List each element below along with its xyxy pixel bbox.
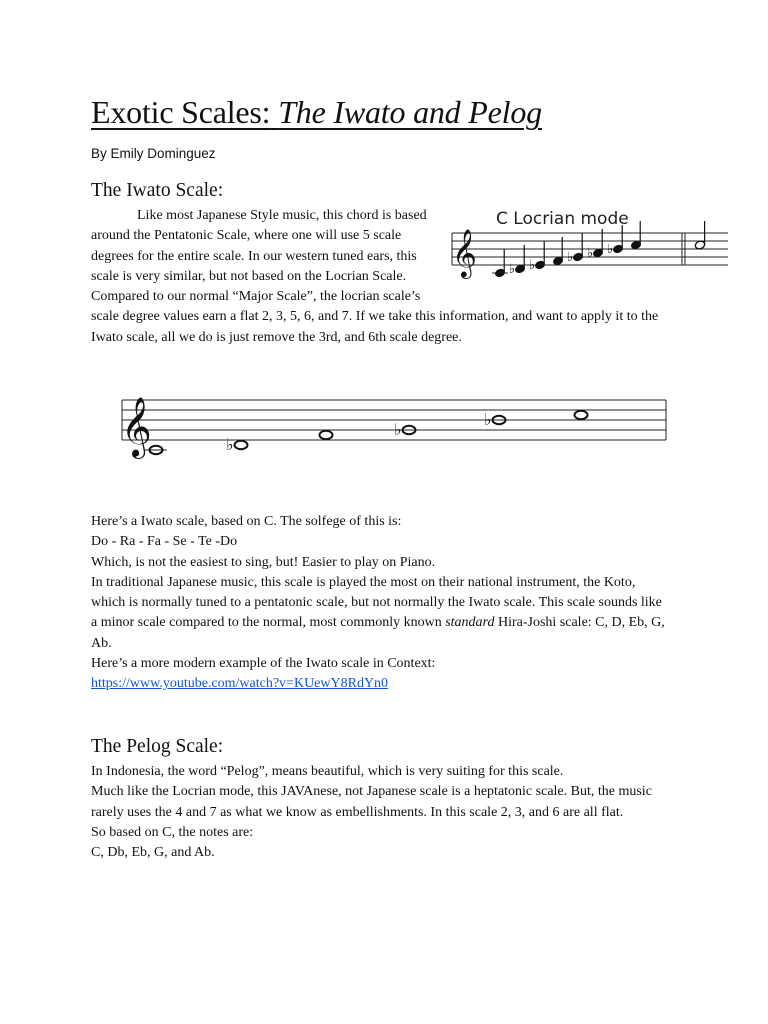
iwato-note <box>320 431 333 439</box>
text-line: Ab. <box>91 635 112 651</box>
text-line <box>91 674 665 694</box>
text-line: Compared to our normal “Major Scale”, the locrian scale’s <box>91 289 421 305</box>
text-line: So based on C, the notes are: <box>91 824 254 840</box>
text-run: Hira-Joshi scale: C, D, Eb, G, <box>494 615 665 631</box>
iwato-heading: The Iwato Scale: <box>91 180 224 201</box>
text-line: Like most Japanese Style music, this chord is based <box>137 208 427 223</box>
flat-icon: ♭ <box>607 242 614 257</box>
text-line: Much like the Locrian mode, this JAVAnese, not Japanese scale is a heptatonic scale. But, the music <box>91 784 652 800</box>
flat-icon: ♭ <box>484 410 492 429</box>
locrian-note <box>631 221 642 250</box>
author-byline: By Emily Dominguez <box>91 146 216 161</box>
document-title <box>91 94 542 131</box>
text-run: a minor scale compared to the normal, most commonly known <box>91 615 446 631</box>
pelog-paragraph <box>91 762 652 863</box>
iwato-body-paragraph <box>91 512 665 695</box>
text-line: scale is very similar, but not based on the Locrian Scale. <box>91 268 407 284</box>
flat-icon: ♭ <box>529 258 536 273</box>
locrian-mode-figure <box>448 205 730 285</box>
locrian-note <box>509 245 525 277</box>
flat-icon: ♭ <box>509 262 516 277</box>
text-line: C, Db, Eb, G, and Ab. <box>91 845 215 861</box>
text-line: rarely uses the 4 and 7 as what we know as embellishments. In this scale 2, 3, and 6 are all flat. <box>91 804 624 820</box>
locrian-note <box>694 221 705 250</box>
text-line: Do - Ra - Fa - Se - Te -Do <box>91 534 238 550</box>
text-line: which is normally tuned to a pentatonic scale, but not normally the Iwato scale. This scale sounds like <box>91 595 662 611</box>
youtube-link[interactable]: https://www.youtube.com/watch?v=KUewY8RdYn0 <box>91 676 389 692</box>
emphasis-standard: standard <box>445 615 495 631</box>
locrian-note <box>492 249 508 278</box>
text-line: Here’s a more modern example of the Iwato scale in Context: <box>91 656 436 672</box>
text-line: degrees for the entire scale. In our western tuned ears, this <box>91 248 417 264</box>
iwato-notes <box>145 410 588 454</box>
locrian-figure-label: C Locrian mode <box>496 209 629 229</box>
treble-clef-icon: 𝄞 <box>452 228 477 277</box>
flat-icon: ♭ <box>226 435 234 454</box>
pelog-heading: The Pelog Scale: <box>91 736 224 757</box>
iwato-scale-figure <box>116 388 671 460</box>
text-line: Here’s a Iwato scale, based on C. The solfege of this is: <box>91 514 402 529</box>
text-line: Iwato scale, all we do is just remove the 3rd, and 6th scale degree. <box>91 329 462 345</box>
text-line: Which, is not the easiest to sing, but! Easier to play on Piano. <box>91 554 436 570</box>
flat-icon: ♭ <box>394 420 402 439</box>
text-line: In traditional Japanese music, this scale is played the most on their national instrument, the Koto, <box>91 574 636 590</box>
text-line: scale degree values earn a flat 2, 3, 5, 6, and 7. If we take this information, and want to apply it to the <box>91 309 659 325</box>
text-line: In Indonesia, the word “Pelog”, means beautiful, which is very suiting for this scale. <box>91 764 564 779</box>
flat-icon: ♭ <box>567 250 574 265</box>
flat-icon: ♭ <box>587 246 594 261</box>
iwato-note <box>575 411 588 419</box>
locrian-note <box>587 229 603 261</box>
title-main: Exotic Scales: <box>91 94 271 130</box>
treble-clef-icon: 𝄞 <box>121 397 152 457</box>
text-line: around the Pentatonic Scale, where one will use 5 scale <box>91 228 402 244</box>
text-line <box>91 613 665 633</box>
title-italic: The Iwato and Pelog <box>278 94 542 130</box>
iwato-note <box>226 435 248 454</box>
